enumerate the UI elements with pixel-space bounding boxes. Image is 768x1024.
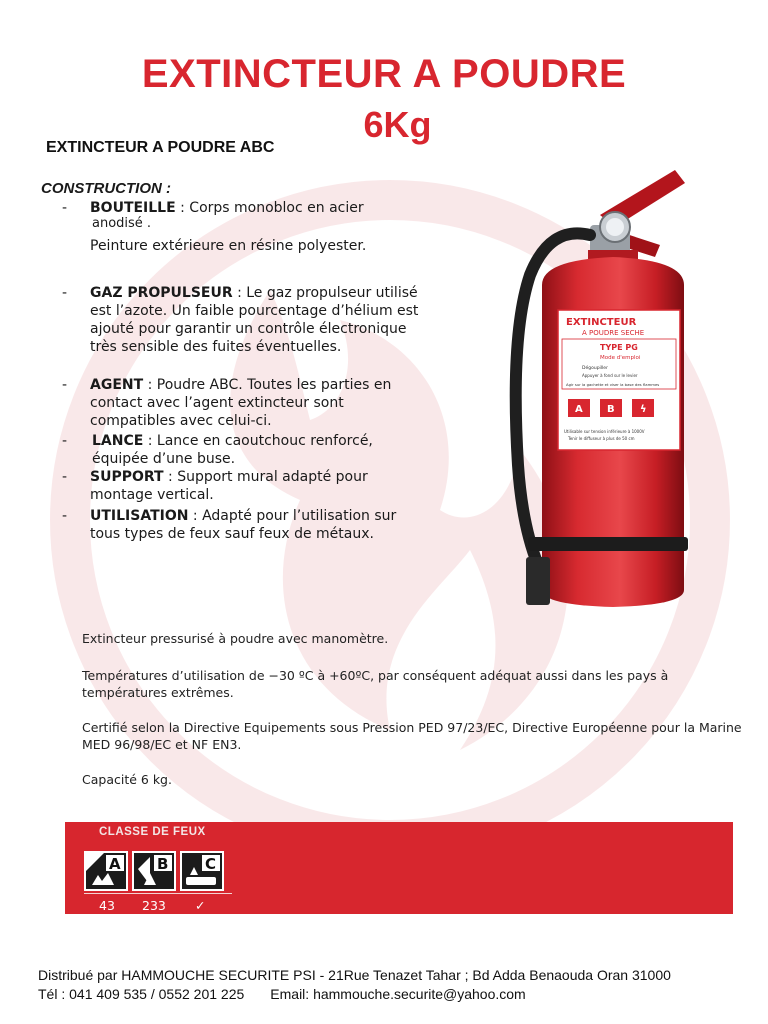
- label-warning2: Tenir le diffuseur à plus de 50 cm: [568, 436, 635, 441]
- fire-class-a-letter: A: [109, 855, 121, 873]
- detail-manometer: Extincteur pressurisé à poudre avec manomètre.: [82, 631, 389, 646]
- detail-temperature: Températures d’utilisation de −30 ºC à +60ºC, par conséquent adéquat aussi dans les pays à températures extrêmes.: [82, 668, 669, 700]
- fire-class-b-icon: [132, 851, 176, 891]
- spec-extra-paint: Peinture extérieure en résine polyester.: [90, 238, 367, 254]
- bullet-dash: -: [62, 469, 68, 485]
- label-class-electric-icon: ϟ: [640, 404, 647, 415]
- spec-label: SUPPORT: [90, 469, 164, 485]
- spec-item-utilisation: [62, 507, 422, 543]
- label-class-b: B: [607, 404, 615, 415]
- spec-item-lance: [62, 432, 422, 468]
- detail-certification: Certifié selon la Directive Equipements sous Pression PED 97/23/EC, Directive Européenne pour la Marine MED 96/98/EC et NF EN3.: [82, 720, 742, 752]
- spec-text: : Le gaz propulseur utilisé est l’azote. Un faible pourcentage d’hélium est ajouté pour garantir un contrôle électronique très sensible des fuites éventuelles.: [90, 285, 419, 355]
- fire-class-a-rating: 43: [99, 898, 115, 913]
- label-mode: Mode d'emploi: [600, 355, 641, 361]
- spec-item-bouteille: [62, 199, 422, 255]
- footer-phone: Tél : 041 409 535 / 0552 201 225: [38, 986, 245, 1002]
- label-subtitle: A POUDRE SECHE: [582, 329, 645, 337]
- fire-class-divider: [84, 893, 232, 894]
- fire-class-b-letter: B: [157, 855, 169, 873]
- fire-class-icons: [84, 851, 224, 891]
- spec-label: GAZ PROPULSEUR: [90, 285, 233, 301]
- bullet-dash: -: [62, 377, 68, 393]
- label-step1: Dégoupiller: [582, 366, 608, 371]
- footer-contact: [38, 986, 526, 1002]
- bullet-dash: -: [62, 433, 68, 449]
- spec-item-support: [62, 468, 422, 504]
- fire-class-c-letter: C: [205, 855, 217, 873]
- spec-label: AGENT: [90, 377, 144, 393]
- label-step3: Agir sur la gachette et viser la base des flammes: [566, 382, 660, 387]
- spec-item-agent: [62, 376, 422, 430]
- spec-extra: anodisé .: [92, 216, 152, 231]
- bullet-dash: -: [62, 508, 68, 524]
- bullet-dash: -: [62, 200, 68, 216]
- extinguisher-image: [490, 165, 720, 615]
- footer-email[interactable]: Email: hammouche.securite@yahoo.com: [270, 986, 526, 1002]
- detail-capacity: Capacité 6 kg.: [82, 772, 172, 787]
- label-title: EXTINCTEUR: [566, 317, 637, 328]
- product-subtitle: EXTINCTEUR A POUDRE ABC: [46, 139, 275, 156]
- label-step2: Appuyer à fond sur le levier: [582, 373, 638, 378]
- spec-text: : Poudre ABC. Toutes les parties en contact avec l’agent extincteur sont compatibles avec celui-ci.: [90, 377, 392, 429]
- fire-class-b-rating: 233: [142, 898, 166, 913]
- label-class-a: A: [575, 404, 583, 415]
- footer-distributor: Distribué par HAMMOUCHE SECURITE PSI - 21Rue Tenazet Tahar ; Bd Adda Benaouda Oran 31000: [38, 967, 671, 983]
- bullet-dash: -: [62, 285, 68, 301]
- label-warning1: Utilisable sur tension inférieure à 1000V: [564, 429, 645, 434]
- spec-text: : Adapté pour l’utilisation sur tous types de feux sauf feux de métaux.: [90, 508, 397, 542]
- construction-heading: CONSTRUCTION :: [41, 180, 171, 197]
- spec-item-gaz: [62, 284, 422, 356]
- page-title: EXTINCTEUR A POUDRE: [141, 52, 627, 96]
- spec-text: : Lance en caoutchouc renforcé, équipée d’une buse.: [92, 433, 373, 467]
- spec-label: UTILISATION: [90, 508, 189, 524]
- fire-class-c-rating: ✓: [195, 898, 206, 913]
- spec-text: : Corps monobloc en acier: [175, 200, 364, 216]
- spec-label: LANCE: [92, 433, 144, 449]
- label-type: TYPE PG: [600, 343, 638, 352]
- fire-class-title: CLASSE DE FEUX: [99, 826, 206, 838]
- spec-text: : Support mural adapté pour montage vertical.: [90, 469, 368, 503]
- fire-class-c-icon: [180, 851, 224, 891]
- spec-label: BOUTEILLE: [90, 200, 176, 216]
- page-title-weight: 6Kg: [363, 104, 432, 145]
- fire-class-a-icon: [84, 851, 128, 891]
